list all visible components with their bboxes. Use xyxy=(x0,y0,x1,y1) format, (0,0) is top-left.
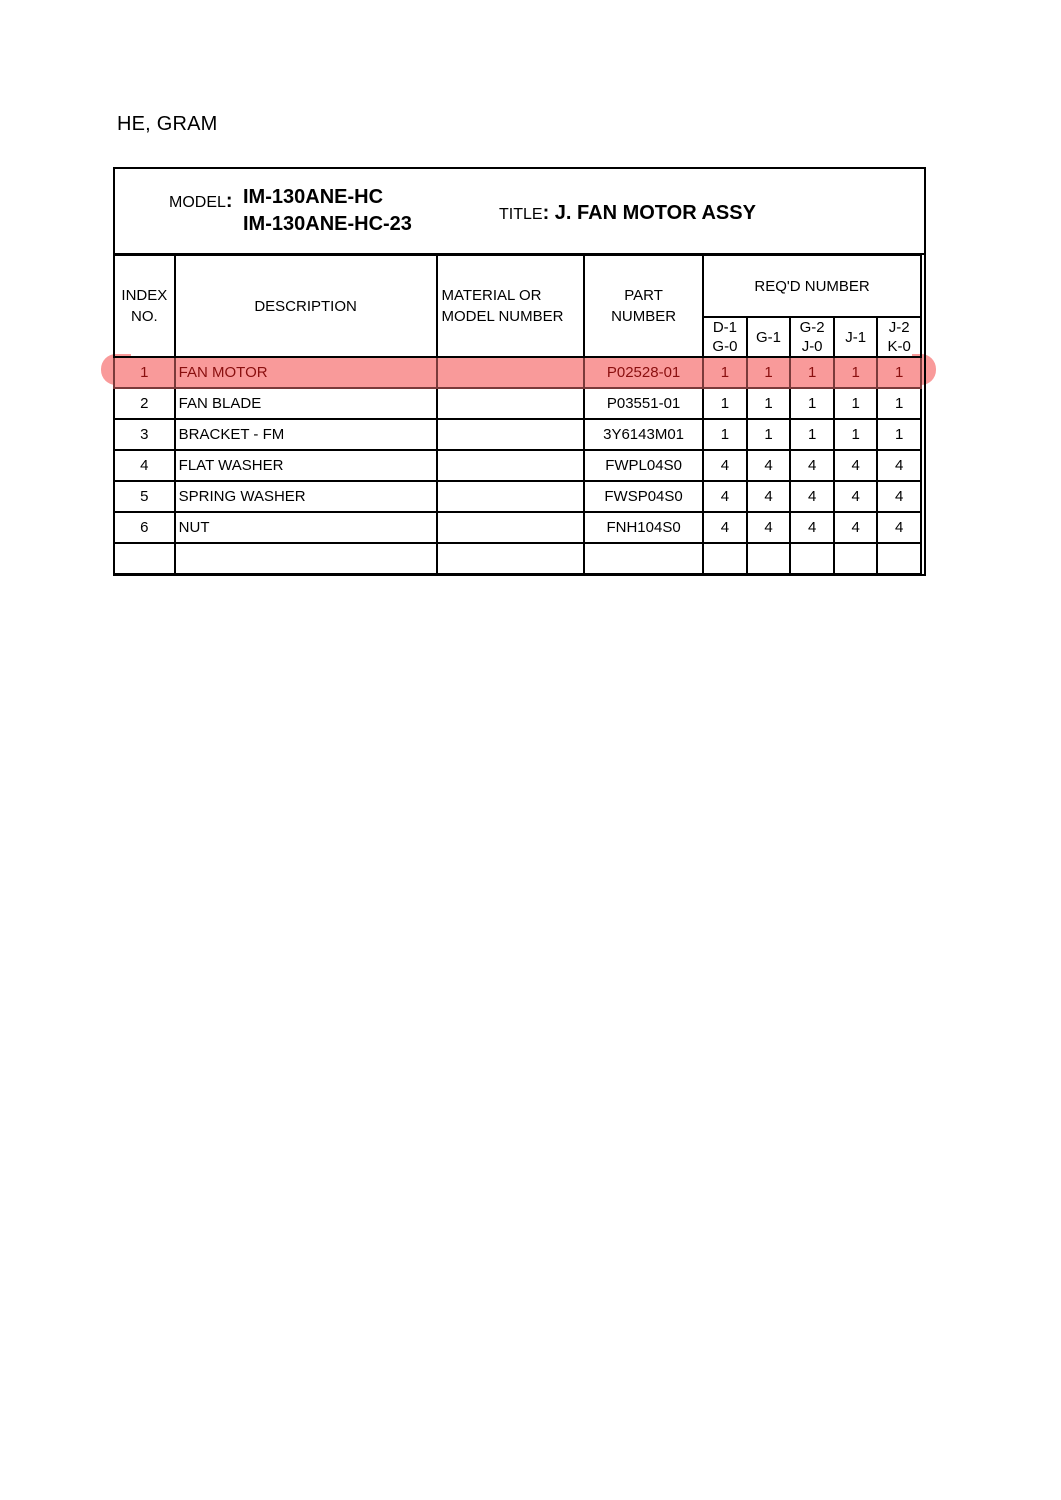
row-index: 6 xyxy=(114,512,175,543)
row-qty: 1 xyxy=(747,357,791,388)
header-variant-g1: G-1 xyxy=(747,317,791,357)
row-qty: 4 xyxy=(703,512,747,543)
row-qty: 1 xyxy=(834,419,877,450)
row-qty xyxy=(834,543,877,574)
header-material: MATERIAL OR MODEL NUMBER xyxy=(437,255,585,357)
model-number-primary: IM-130ANE-HC xyxy=(243,186,384,208)
row-qty: 1 xyxy=(877,388,921,419)
row-qty: 4 xyxy=(877,450,921,481)
row-description xyxy=(175,543,437,574)
row-description: BRACKET - FM xyxy=(175,419,437,450)
row-material xyxy=(437,450,585,481)
row-material xyxy=(437,419,585,450)
row-description: NUT xyxy=(175,512,437,543)
row-material xyxy=(437,357,585,388)
row-qty: 4 xyxy=(834,481,877,512)
header-variant-g2-j0: G-2 J-0 xyxy=(790,317,834,357)
row-qty: 1 xyxy=(834,388,877,419)
row-description: FAN BLADE xyxy=(175,388,437,419)
row-qty: 1 xyxy=(877,357,921,388)
table-row xyxy=(114,357,921,388)
row-qty: 1 xyxy=(703,357,747,388)
row-material xyxy=(437,543,585,574)
row-qty: 1 xyxy=(877,419,921,450)
row-index: 5 xyxy=(114,481,175,512)
row-material xyxy=(437,388,585,419)
row-qty: 1 xyxy=(790,388,834,419)
row-qty: 4 xyxy=(877,512,921,543)
header-reqd-number: REQ'D NUMBER xyxy=(703,255,921,317)
row-qty: 4 xyxy=(747,512,791,543)
row-qty: 4 xyxy=(747,450,791,481)
table-row xyxy=(114,543,921,574)
row-qty: 4 xyxy=(834,450,877,481)
header-variant-d1-g0: D-1 G-0 xyxy=(703,317,747,357)
page-label: HE, GRAM xyxy=(117,113,218,135)
table-row xyxy=(114,388,921,419)
header-variant-j2-k0: J-2 K-0 xyxy=(877,317,921,357)
parts-table xyxy=(113,254,922,575)
header-variant-j1: J-1 xyxy=(834,317,877,357)
row-qty: 1 xyxy=(790,357,834,388)
row-qty: 4 xyxy=(877,481,921,512)
row-material xyxy=(437,512,585,543)
row-qty: 4 xyxy=(790,450,834,481)
row-part-number: FWSP04S0 xyxy=(584,481,703,512)
table-row xyxy=(114,512,921,543)
row-qty: 1 xyxy=(834,357,877,388)
row-description: FLAT WASHER xyxy=(175,450,437,481)
model-label: MODEL: xyxy=(169,190,233,212)
row-part-number: FNH104S0 xyxy=(584,512,703,543)
parts-list-sheet xyxy=(113,167,926,576)
table-row xyxy=(114,419,921,450)
header-part-number: PART NUMBER xyxy=(584,255,703,357)
title-label: TITLE: J. FAN MOTOR ASSY xyxy=(499,202,756,224)
table-body xyxy=(114,357,921,574)
row-qty: 1 xyxy=(703,388,747,419)
row-index: 3 xyxy=(114,419,175,450)
row-qty: 4 xyxy=(703,481,747,512)
row-qty: 4 xyxy=(703,450,747,481)
row-qty xyxy=(703,543,747,574)
row-description: SPRING WASHER xyxy=(175,481,437,512)
row-material xyxy=(437,481,585,512)
row-qty xyxy=(790,543,834,574)
row-qty: 4 xyxy=(790,512,834,543)
header-index: INDEX NO. xyxy=(114,255,175,357)
model-number-secondary: IM-130ANE-HC-23 xyxy=(243,213,412,235)
row-qty xyxy=(877,543,921,574)
row-qty: 1 xyxy=(790,419,834,450)
row-qty: 4 xyxy=(747,481,791,512)
row-part-number: P03551-01 xyxy=(584,388,703,419)
row-index: 1 xyxy=(114,357,175,388)
row-qty xyxy=(747,543,791,574)
row-part-number: FWPL04S0 xyxy=(584,450,703,481)
table-header-row xyxy=(114,255,921,317)
row-part-number xyxy=(584,543,703,574)
row-qty: 1 xyxy=(747,419,791,450)
table-row xyxy=(114,450,921,481)
row-index: 2 xyxy=(114,388,175,419)
row-index: 4 xyxy=(114,450,175,481)
row-qty: 1 xyxy=(747,388,791,419)
row-part-number: P02528-01 xyxy=(584,357,703,388)
row-qty: 4 xyxy=(834,512,877,543)
row-qty: 1 xyxy=(703,419,747,450)
header-description: DESCRIPTION xyxy=(175,255,437,357)
row-qty: 4 xyxy=(790,481,834,512)
row-part-number: 3Y6143M01 xyxy=(584,419,703,450)
row-description: FAN MOTOR xyxy=(175,357,437,388)
title-value: J. FAN MOTOR ASSY xyxy=(554,202,756,224)
row-index xyxy=(114,543,175,574)
sheet-title-bar xyxy=(115,169,924,255)
table-row xyxy=(114,481,921,512)
